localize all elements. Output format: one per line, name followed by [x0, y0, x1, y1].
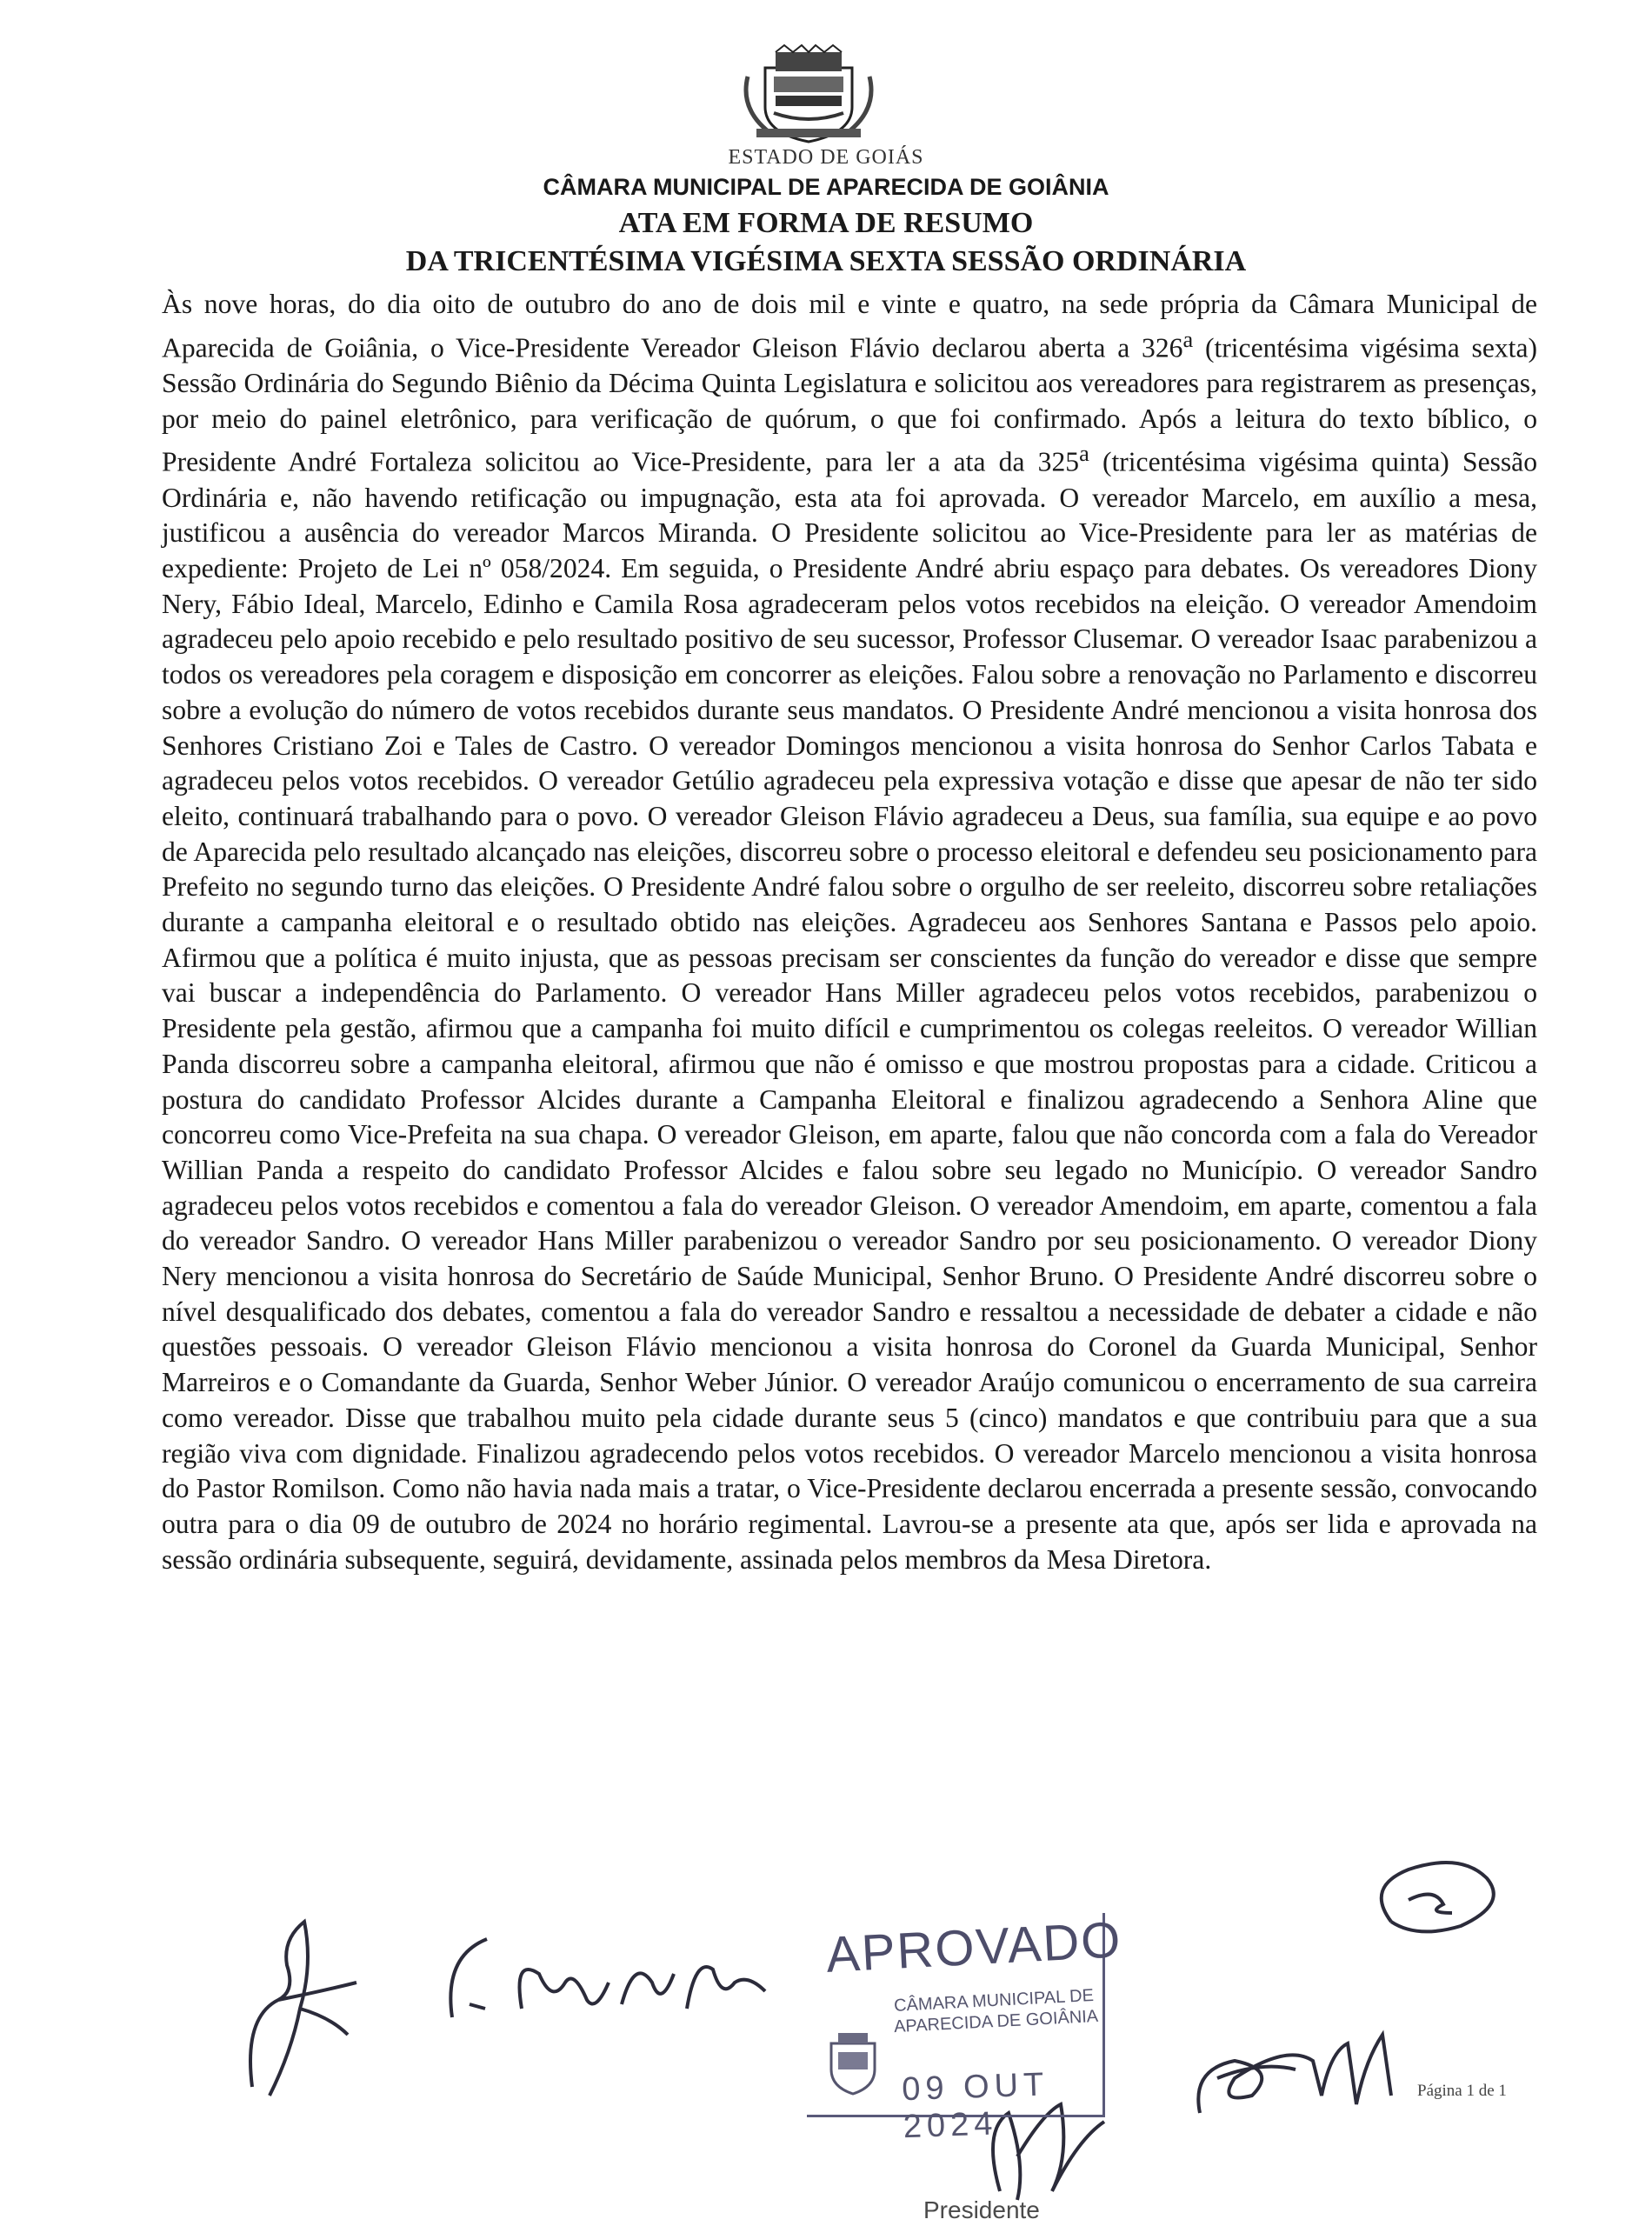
minutes-text-part3: (tricentésima vigésima quinta) Sessão Ordinária e, não havendo retificação ou impugnação, esta ata foi aprovada. O vereador Marcelo, em auxílio a mesa, justificou a ausência do vereador Marcos Miranda. O Presidente solicitou ao Vice-Presidente para ler as matérias de expediente: Projeto de Lei nº 058/2024. Em seguida, o Presidente André abriu espaço para debates. Os vereadores Diony Nery, Fábio Ideal, Marcelo, Edinho e Camila Rosa agradeceram pelos votos recebidos na eleição. O vereador Amendoim agradeceu pelo apoio recebido e pelo resultado positivo de seu sucessor, Professor Clusemar. O vereador Isaac parabenizou a todos os vereadores pela coragem e disposição em concorrer as eleições. Falou sobre a renovação no Parlamento e discorreu sobre a evolução do número de votos recebidos durante seus mandatos. O Presidente André mencionou a visita honrosa dos Senhores Cristiano Zoi e Tales de Castro. O vereador Domingos mencionou a visita honrosa do Senhor Carlos Tabata e agradeceu pelos votos recebidos. O vereador Getúlio agradeceu pela expressiva votação e disse que apesar de não ter sido eleito, continuará trabalhando para o povo. O vereador Gleison Flávio agradeceu a Deus, sua família, sua equipe e ao povo de Aparecida pelo resultado alcançado nas eleições, discorreu sobre o processo eleitoral e defendeu seu posicionamento para Prefeito no segundo turno das eleições. O Presidente André falou sobre o orgulho de ser reeleito, discorreu sobre retaliações durante a campanha eleitoral e o resultado obtido nas eleições. Agradeceu aos Senhores Santana e Passos pelo apoio. Afirmou que a política é muito injusta, que as pessoas precisam ser conscientes da função do vereador e disse que sempre vai buscar a independência do Parlamento. O vereador Hans Miller agradeceu pelos votos recebidos, parabenizou o Presidente pela gestão, afirmou que a campanha foi muito difícil e cumprimentou os colegas reeleitos. O vereador Willian Panda discorreu sobre a campanha eleitoral, afirmou que não é omisso e que mostrou propostas para a cidade. Criticou a postura do candidato Professor Alcides durante a Campanha Eleitoral e finalizou agradecendo a Senhora Aline que concorreu como Vice-Prefeita na sua chapa. O vereador Gleison, em aparte, falou que não concorda com a fala do Vereador Willian Panda a respeito do candidato Professor Alcides e falou sobre seu legado no Município. O vereador Sandro agradeceu pelos votos recebidos e comentou a fala do vereador Gleison. O vereador Amendoim, em aparte, comentou a fala do vereador Sandro. O vereador Hans Miller parabenizou o vereador Sandro por seu posicionamento. O vereador Diony Nery mencionou a visita honrosa do Secretário de Saúde Municipal, Senhor Bruno. O Presidente André discorreu sobre o nível desqualificado dos debates, comentou a fala do vereador Sandro e ressaltou a necessidade de debater a cidade e não questões pessoais. O vereador Gleison Flávio mencionou a visita honrosa do Coronel da Guarda Municipal, Senhor Marreiros e o Comandante da Guarda, Senhor Weber Júnior. O vereador Araújo comunicou o encerramento de sua carreira como vereador. Disse que trabalhou muito pela cidade durante seus 5 (cinco) mandatos e que contribuiu para que a sua região viva com dignidade. Finalizou agradecendo pelos votos recebidos. O vereador Marcelo mencionou a visita honrosa do Pastor Romilson. Como não havia nada mais a tratar, o Vice-Presidente declarou encerrada a presente sessão, convocando outra para o dia 09 de outubro de 2024 no horário regimental. Lavrou-se a presente ata que, após ser lida e aprovada na sessão ordinária subsequente, seguirá, devidamente, assinada pelos membros da Mesa Diretora.	[162, 446, 1537, 1575]
minutes-text-part1: Às nove horas, do dia oito de outubro do ano de dois mil e vinte e quatro, na sede própria da Câmara Municipal de Aparecida de Goiânia, o Vice-Presidente Vereador Gleison Flávio declarou aberta a 326	[162, 289, 1537, 363]
ordinal-superscript-1: a	[1182, 326, 1194, 352]
stamp-chamber-line1: CÂMARA MUNICIPAL DE	[893, 1985, 1095, 2016]
stamp-chamber-line2: APARECIDA DE GOIÂNIA	[893, 2006, 1099, 2037]
chamber-name: CÂMARA MUNICIPAL DE APARECIDA DE GOIÂNIA	[543, 174, 1109, 200]
stamp-seal-icon	[823, 2026, 883, 2096]
coat-of-arms-icon	[722, 42, 896, 146]
minutes-body	[162, 287, 1537, 1577]
signature-4	[1182, 2009, 1426, 2139]
signature-caption-presidente: Presidente	[923, 2196, 1040, 2223]
document-title-line1: ATA EM FORMA DE RESUMO	[618, 207, 1034, 239]
state-name: ESTADO DE GOIÁS	[728, 146, 924, 169]
stamp-approved-word: APROVADO	[824, 1911, 1123, 1983]
ordinal-superscript-2: a	[1079, 441, 1089, 467]
document-title-line2: DA TRICENTÉSIMA VIGÉSIMA SEXTA SESSÃO ORDINÁRIA	[405, 245, 1247, 277]
signature-3	[1356, 1852, 1522, 1948]
stamp-date: 09 OUT 2024	[901, 2066, 1049, 2146]
minutes-text-part2: (tricentésima vigésima sexta) Sessão Ordinária do Segundo Biênio da Décima Quinta Legislatura e solicitou aos vereadores para registrarem as presenças, por meio do painel eletrônico, para verificação de quórum, o que foi confirmado. Após a leitura do texto bíblico, o Presidente André Fortaleza solicitou ao Vice-Presidente, para ler a ata da 325	[162, 332, 1537, 477]
page-number: Página 1 de 1	[1417, 2082, 1507, 2100]
signature-1	[217, 1887, 383, 2113]
signature-2	[435, 1922, 800, 2043]
approval-stamp	[807, 1911, 1123, 2146]
